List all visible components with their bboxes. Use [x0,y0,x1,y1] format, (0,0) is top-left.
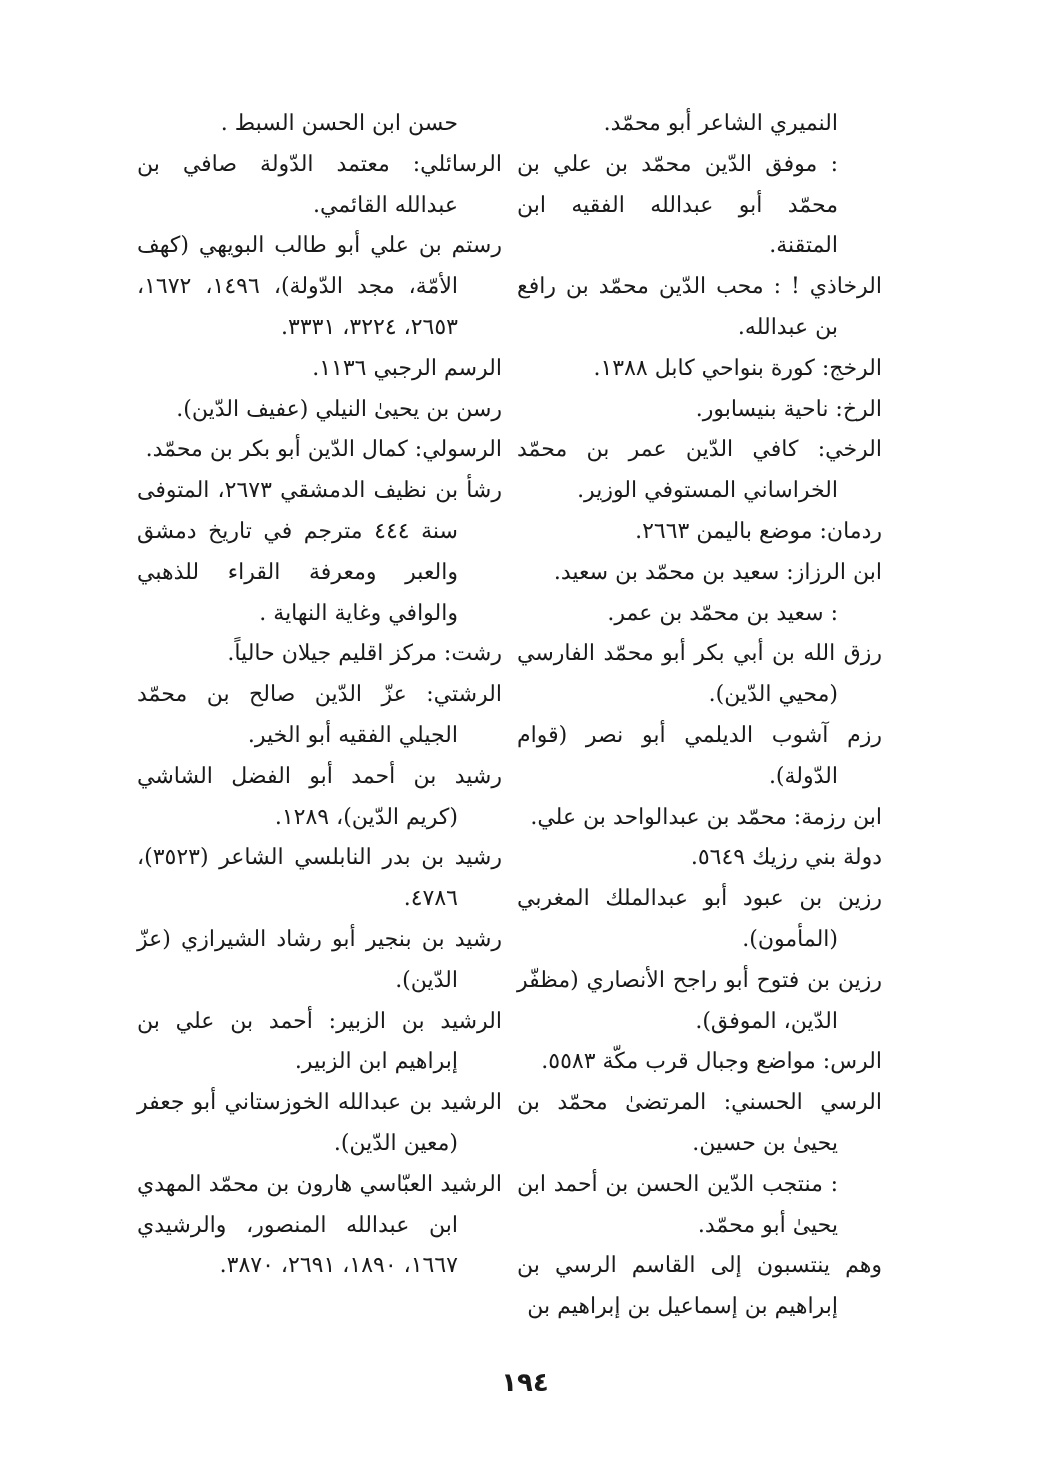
index-entry: رزم آشوب الديلمي أبو نصر (قوام الدّولة). [517,722,882,789]
index-entry: رزق الله بن أبي بكر أبو محمّد الفارسي (محيي الدّين). [517,641,882,708]
index-entry: الرخج: كورة بنواحي كابل ١٣٨٨. [593,355,882,381]
right-column [517,104,882,1328]
index-entry: : موفق الدّين محمّد بن علي بن محمّد أبو عبدالله الفقيه ابن المتقنة. [517,151,838,259]
index-entry: ابن الرزاز: سعيد بن محمّد بن سعيد. [553,559,882,585]
index-entry: ابن رزمة: محمّد بن عبدالواحد بن علي. [530,804,882,830]
left-column [137,104,502,1287]
index-entry: الرس: مواضع وجبال قرب مكّة ٥٥٨٣. [541,1049,882,1075]
index-entry: رشت: مركز اقليم جيلان حالياً. [227,641,502,667]
index-entry: الرشيد بن عبدالله الخوزستاني أبو جعفر (معين الدّين). [137,1090,502,1156]
index-entry: : سعيد بن محمّد بن عمر. [607,600,838,626]
index-entry: رشيد بن بدر النابلسي الشاعر (٣٥٢٣)، ٤٧٨٦. [137,845,502,912]
index-entry: الرسائلي: معتمد الدّولة صافي بن عبدالله القائمي. [137,151,502,218]
index-entry: الرسولي: كمال الدّين أبو بكر بن محمّد. [145,437,502,463]
index-entry: الرشتي: عزّ الدّين صالح بن محمّد الجيلي الفقيه أبو الخير. [137,682,502,748]
index-entry: حسن ابن الحسن السبط . [220,111,458,136]
index-entry: : منتجب الدّين الحسن بن أحمد ابن يحيىٰ أبو محمّد. [517,1171,838,1238]
index-entry: الرشيد بن الزبير: أحمد بن علي بن إبراهيم ابن الزبير. [137,1008,502,1075]
index-entry: رزين بن عبود أبو عبدالملك المغربي (المأمون). [517,886,882,952]
index-entry: وهم ينتسبون إلى القاسم الرسي بن إبراهيم بن إسماعيل بن إبراهيم بن [517,1253,882,1320]
index-entry: الرخاذي ! : محب الدّين محمّد بن رافع بن عبدالله. [517,274,882,340]
index-entry: دولة بني رزيك ٥٦٤٩. [690,845,882,871]
index-entry: الرشيد العبّاسي هارون بن محمّد المهدي ابن عبدالله المنصور، والرشيدي ١٦٦٧، ١٨٩٠، ٢٦٩١، ٣٨٧٠. [137,1171,502,1279]
index-entry: رسن بن يحيىٰ النيلي (عفيف الدّين). [176,396,502,422]
index-entry: الرسي الحسني: المرتضىٰ محمّد بن يحيىٰ بن حسين. [517,1090,882,1156]
index-entry: الرخي: كافي الدّين عمر بن محمّد الخراساني المستوفي الوزير. [517,437,882,504]
index-entry: النميري الشاعر أبو محمّد. [603,111,838,136]
index-entry: الرخ: ناحية بنيسابور. [695,396,882,422]
index-entry: رشأ بن نظيف الدمشقي ٢٦٧٣، المتوفى سنة ٤٤٤ مترجم في تاريخ دمشق والعبر ومعرفة القراء للذهبي والوافي وغاية النهاية . [137,478,502,626]
index-entry: الرسم الرجبي ١١٣٦. [312,355,502,381]
page-number: ١٩٤ [501,1368,549,1398]
index-entry: رشيد بن بنجير أبو رشاد الشيرازي (عزّ الدّين). [137,926,502,993]
index-entry: رشيد بن أحمد أبو الفضل الشاشي (كريم الدّين)، ١٢٨٩. [137,763,502,830]
index-entry: رستم بن علي أبو طالب البويهي (كهف الأمّة، مجد الدّولة)، ١٤٩٦، ١٦٧٢، ٢٦٥٣، ٣٢٢٤، ٣٣٣١. [137,233,502,340]
index-entry: ردمان: موضع باليمن ٢٦٦٣. [635,518,882,544]
index-entry: رزين بن فتوح أبو راجح الأنصاري (مظفّر الدّين، الموفق). [517,967,882,1034]
